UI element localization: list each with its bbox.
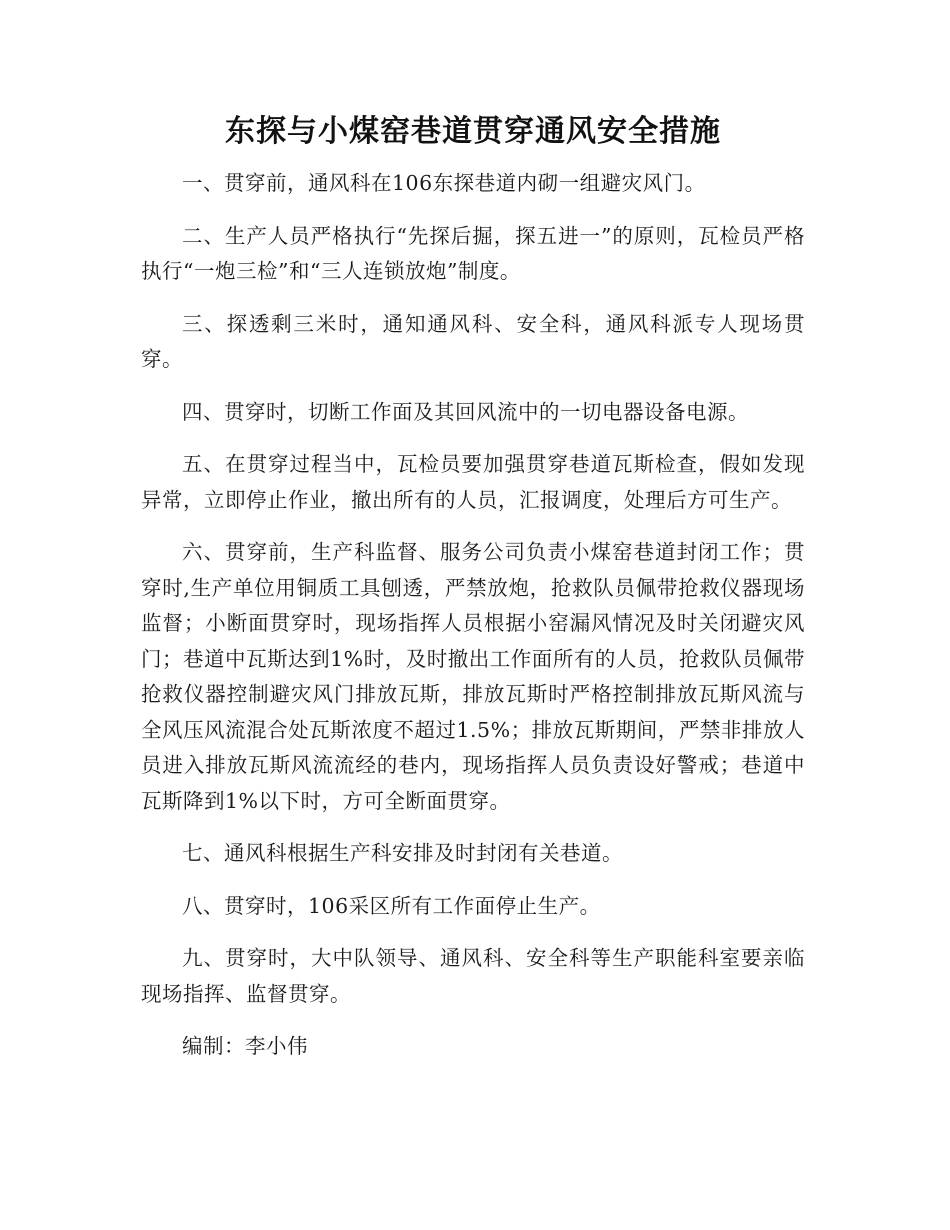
- paragraph-2: 二、生产人员严格执行“先探后掘，探五进一”的原则，瓦检员严格执行“一炮三检”和“三人连锁放炮”制度。: [141, 223, 805, 283]
- document-body: [141, 112, 805, 1082]
- paragraph-1: 一、贯穿前，通风科在106东探巷道内砌一组避灾风门。: [182, 171, 706, 195]
- document-title: 东探与小煤窑巷道贯穿通风安全措施: [225, 114, 721, 149]
- paragraph-3: 三、探透剩三米时，通知通风科、安全科，通风科派专人现场贯穿。: [141, 311, 805, 371]
- author-line: 编制：李小伟: [182, 1034, 308, 1058]
- paragraph-6: 六、贯穿前，生产科监督、服务公司负责小煤窑巷道封闭工作；贯穿时,生产单位用铜质工具刨透，严禁放炮，抢救队员佩带抢救仪器现场监督；小断面贯穿时，现场指挥人员根据小窑漏风情况及时关闭避灾风门；巷道中瓦斯达到1%时，及时撤出工作面所有的人员，抢救队员佩带抢救仪器控制避灾风门排放瓦斯，排放瓦斯时严格控制排放瓦斯风流与全风压风流混合处瓦斯浓度不超过1.5%；排放瓦斯期间，严禁非排放人员进入排放瓦斯风流流经的巷内，现场指挥人员负责设好警戒；巷道中瓦斯降到1%以下时，方可全断面贯穿。: [141, 540, 805, 813]
- paragraph-4: 四、贯穿时，切断工作面及其回风流中的一切电器设备电源。: [182, 399, 749, 424]
- paragraph-5: 五、在贯穿过程当中，瓦检员要加强贯穿巷道瓦斯检查，假如发现异常，立即停止作业，撤出所有的人员，汇报调度，处理后方可生产。: [141, 452, 805, 512]
- paragraph-7: 七、通风科根据生产科安排及时封闭有关巷道。: [182, 841, 623, 865]
- paragraph-8: 八、贯穿时，106采区所有工作面停止生产。: [182, 893, 601, 918]
- paragraph-9: 九、贯穿时，大中队领导、通风科、安全科等生产职能科室要亲临现场指挥、监督贯穿。: [141, 946, 805, 1006]
